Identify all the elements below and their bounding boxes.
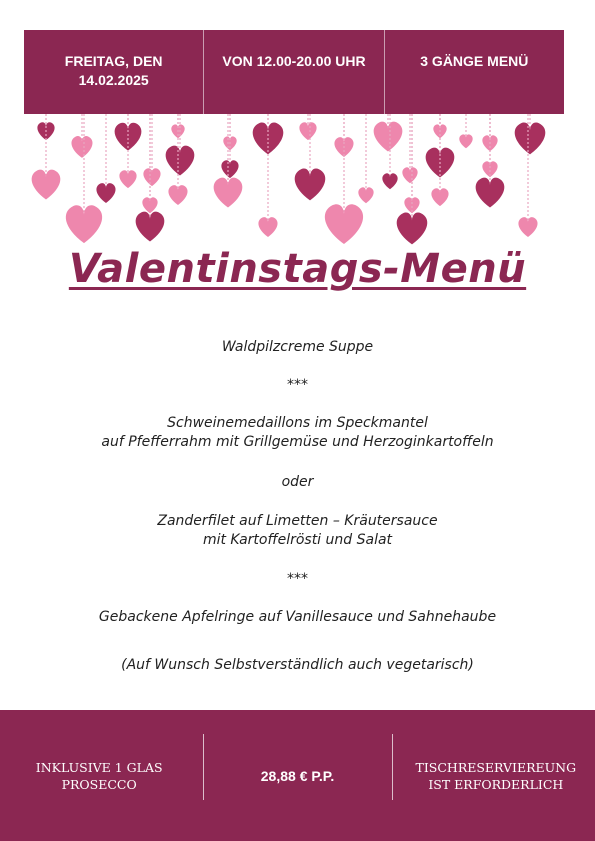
- footer-divider-left: [203, 734, 204, 800]
- date-cell: [24, 30, 203, 114]
- reservation-line1: TISCHRESERVIEREUNG: [415, 759, 577, 775]
- main-course-1-line2: auf Pfefferrahm mit Grillgemüse und Herzoginkartoffeln: [101, 434, 494, 450]
- main-course-1-line1: Schweinemedaillons im Speckmantel: [167, 415, 428, 431]
- footer-bar: [0, 710, 595, 841]
- header-bar: [24, 30, 564, 114]
- dessert-text: Gebackene Apfelringe auf Vanillesauce und Sahnehaube: [98, 609, 497, 625]
- price: [198, 710, 396, 841]
- date-line2: 14.02.2025: [78, 72, 149, 88]
- included-line2: PROSECCO: [61, 776, 137, 792]
- footer-divider-right: [392, 734, 393, 800]
- heart-icon: [518, 217, 537, 237]
- heart-icon: [459, 134, 472, 148]
- starter-text: Waldpilzcreme Suppe: [221, 339, 374, 355]
- main-course-2-line1: Zanderfilet auf Limetten – Kräutersauce: [157, 513, 438, 529]
- courses-text: 3 GÄNGE MENÜ: [420, 53, 529, 69]
- time-text: VON 12.00-20.00 UHR: [222, 53, 366, 69]
- reservation-line2: IST ERFORDERLICH: [428, 776, 564, 792]
- or-text: oder: [281, 474, 314, 490]
- time-cell: [203, 30, 383, 114]
- separator-1: ***: [287, 377, 308, 393]
- heart-icon: [258, 217, 277, 237]
- heart-icon: [397, 213, 428, 245]
- price-text: 28,88 € P.P.: [260, 767, 335, 784]
- separator-2: ***: [287, 571, 308, 587]
- heart-icon: [299, 122, 316, 140]
- heart-icon: [295, 169, 326, 201]
- heart-icon: [168, 185, 187, 205]
- heart-icon: [358, 187, 373, 203]
- heart-icon: [136, 212, 165, 242]
- heart-icon: [402, 167, 417, 183]
- hanging-hearts-decoration: [0, 114, 595, 254]
- vegetarian-note: (Auf Wunsch Selbstverständlich auch vegetarisch): [121, 657, 474, 673]
- main-course-2-line2: mit Kartoffelrösti und Salat: [202, 532, 393, 548]
- heart-icon: [119, 170, 136, 188]
- included-line1: INKLUSIVE 1 GLAS: [35, 759, 163, 775]
- menu-title: Valentinstags-Menü: [68, 246, 527, 292]
- reservation-note: [397, 710, 595, 841]
- date-line1: FREITAG, DEN: [64, 53, 163, 69]
- courses-cell: [384, 30, 564, 114]
- included-drink: [0, 710, 198, 841]
